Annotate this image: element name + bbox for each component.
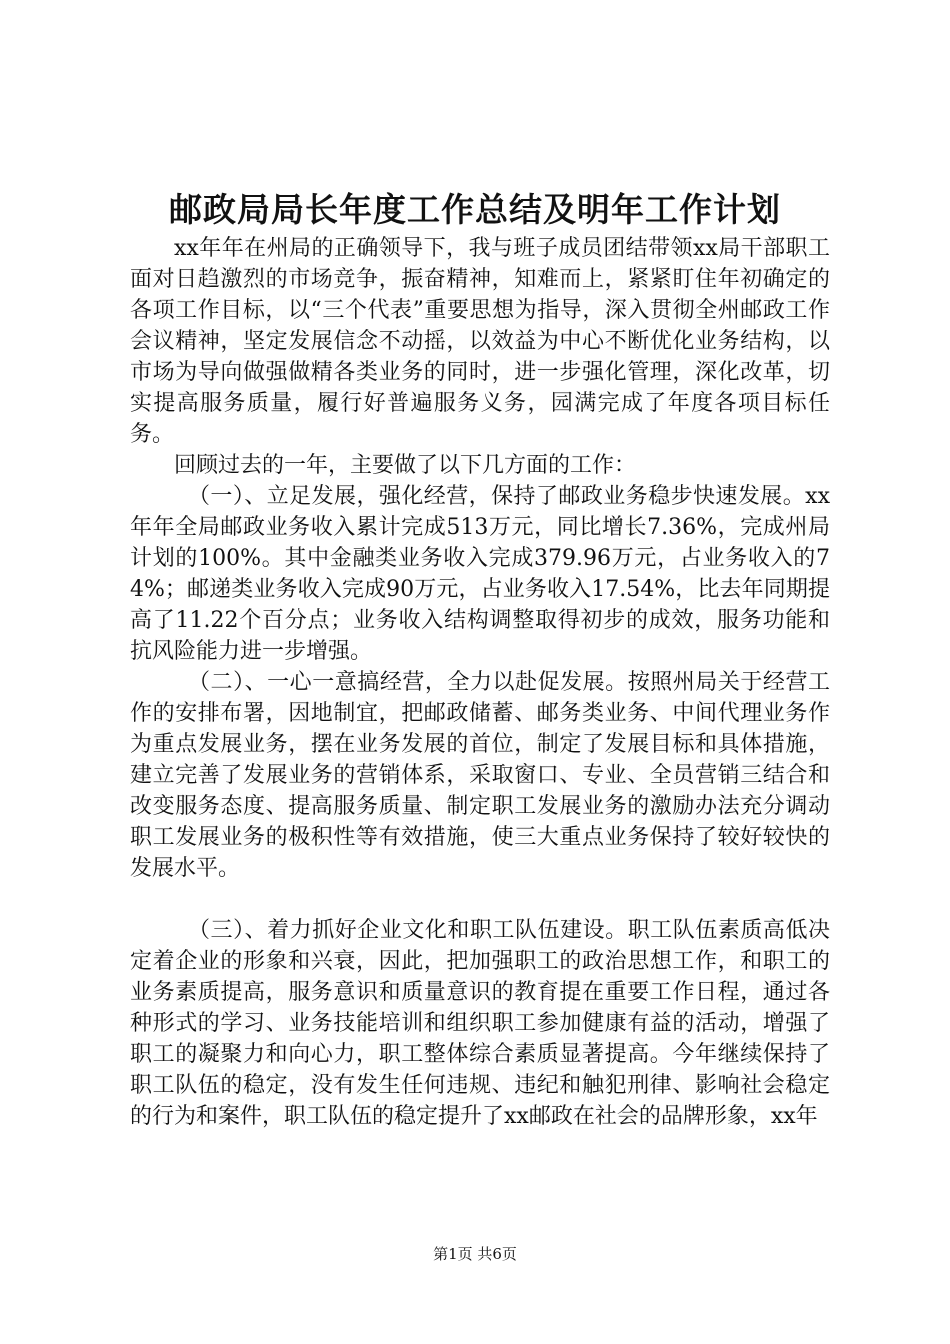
- page-footer: 第1页 共6页: [433, 1245, 517, 1263]
- document-body: [130, 233, 830, 1132]
- paragraph-section-3: （三）、着力抓好企业文化和职工队伍建设。职工队伍素质高低决定着企业的形象和兴衰，因此，把加强职工的政治思想工作，和职工的业务素质提高，服务意识和质量意识的教育提在重要工作日程，通过各种形式的学习、业务技能培训和组织职工参加健康有益的活动，增强了职工的凝聚力和向心力，职工整体综合素质显著提高。今年继续保持了职工队伍的稳定，没有发生任何违规、违纪和触犯刑律、影响社会稳定的行为和案件，职工队伍的稳定提升了xx邮政在社会的品牌形象，xx年: [130, 918, 830, 1129]
- document-title: 邮政局局长年度工作总结及明年工作计划: [169, 190, 781, 229]
- paragraph-spacer: [130, 884, 830, 915]
- paragraph-section-2: （二）、一心一意搞经营，全力以赴促发展。按照州局关于经营工作的安排布署，因地制宜，把邮政储蓄、邮务类业务、中间代理业务作为重点发展业务，摆在业务发展的首位，制定了发展目标和具体措施，建立完善了发展业务的营销体系，采取窗口、专业、全员营销三结合和改变服务态度、提高服务质量、制定职工发展业务的激励办法充分调动职工发展业务的极积性等有效措施，使三大重点业务保持了较好较快的发展水平。: [130, 670, 830, 881]
- paragraph-section-1: （一）、立足发展，强化经营，保持了邮政业务稳步快速发展。xx年年全局邮政业务收入累计完成513万元，同比增长7.36%，完成州局计划的100%。其中金融类业务收入完成379.96万元，占业务收入的74%；邮递类业务收入完成90万元，占业务收入17.54%，比去年同期提高了11.22个百分点；业务收入结构调整取得初步的成效，服务功能和抗风险能力进一步增强。: [130, 484, 830, 664]
- paragraph-review: 回顾过去的一年，主要做了以下几方面的工作：: [174, 453, 637, 478]
- paragraph-intro: xx年年在州局的正确领导下，我与班子成员团结带领xx局干部职工面对日趋激烈的市场竞争，振奋精神，知难而上，紧紧盯住年初确定的各项工作目标，以“三个代表”重要思想为指导，深入贯彻全州邮政工作会议精神，坚定发展信念不动摇，以效益为中心不断优化业务结构，以市场为导向做强做精各类业务的同时，进一步强化管理，深化改革，切实提高服务质量，履行好普遍服务义务，园满完成了年度各项目标任务。: [130, 236, 830, 447]
